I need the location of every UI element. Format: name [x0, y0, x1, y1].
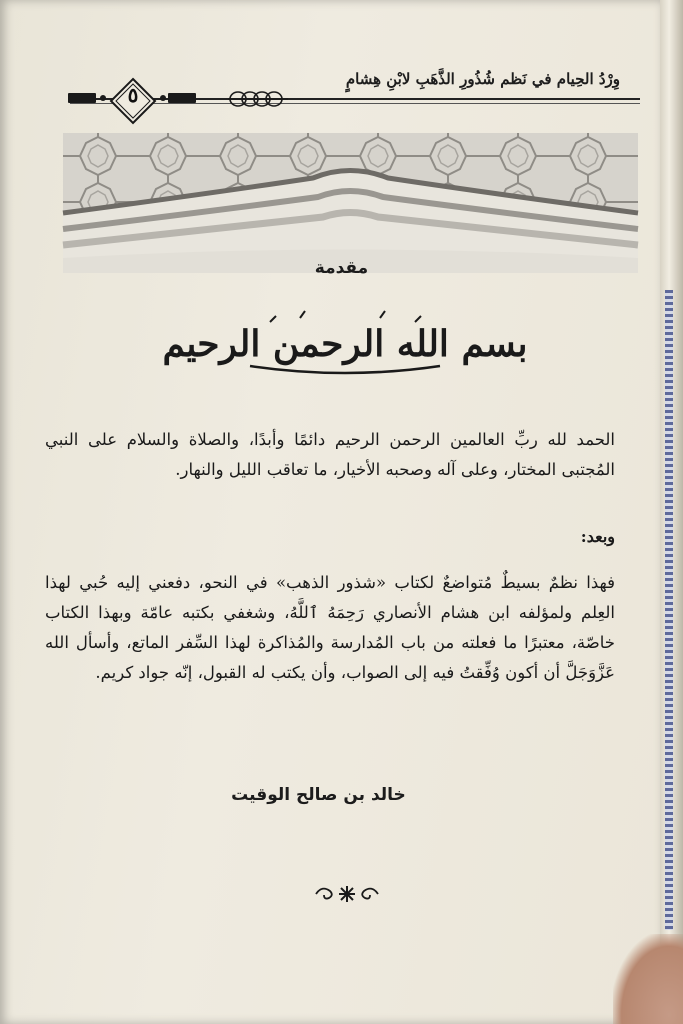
rule-dot-left — [100, 95, 106, 101]
page-edge-binding — [665, 290, 673, 930]
page-number: ٥ — [127, 83, 139, 107]
body-paragraph-main: فهذا نظمٌ بسيطٌ مُتواضعٌ لكتاب «شذور الذهب» في النحو، دفعني إليه حُبي لهذا العِلم ولمؤلفه ابن هشام الأنصاري رَحِمَهُ ٱللَّهُ، وشغفي بكتبه عامّة وبهذا الكتاب خاصّة، معتبرًا ما فعلته من باب المُدارسة والمُذاكرة لهذا السِّفر الماتع، وأسأل الله عَزَّوَجَلَّ أن أكون وُفِّقتُ فيه إلى الصواب، وأن يكتب له القبول، إنّه جواد كريم. — [45, 573, 615, 682]
basmala-calligraphy — [162, 300, 528, 385]
body-paragraph-praise: الحمد لله ربِّ العالمين الرحمن الرحيم دائمًا وأبدًا، والصلاة والسلام على النبي المُجتبى المختار، وعلى آله وصحبه الأخيار، ما تعاقب الليل والنهار. — [45, 430, 615, 479]
decorative-banner — [63, 133, 638, 273]
closing-ornament-icon — [312, 883, 382, 905]
body-paragraph-transition: وبعد: — [580, 527, 615, 546]
geometric-pattern-icon — [63, 133, 638, 273]
section-title: مقدمة — [314, 258, 369, 278]
knot-ornament-icon — [228, 88, 288, 110]
basmala-text: بسم الله الرحمن الرحيم — [162, 323, 528, 365]
running-title: وِرْدُ الحِيام في نَظم شُذُورِ الذَّهَبِ لابْنِ هِشامٍ — [345, 70, 620, 88]
thumb — [613, 934, 683, 1024]
rule-end-cap-left — [68, 93, 96, 103]
rule-dot-right — [160, 95, 166, 101]
book-page-edge — [660, 0, 683, 1024]
author-signature: خالد بن صالح الوقيت — [231, 785, 406, 805]
rule-cap-right — [168, 93, 196, 103]
